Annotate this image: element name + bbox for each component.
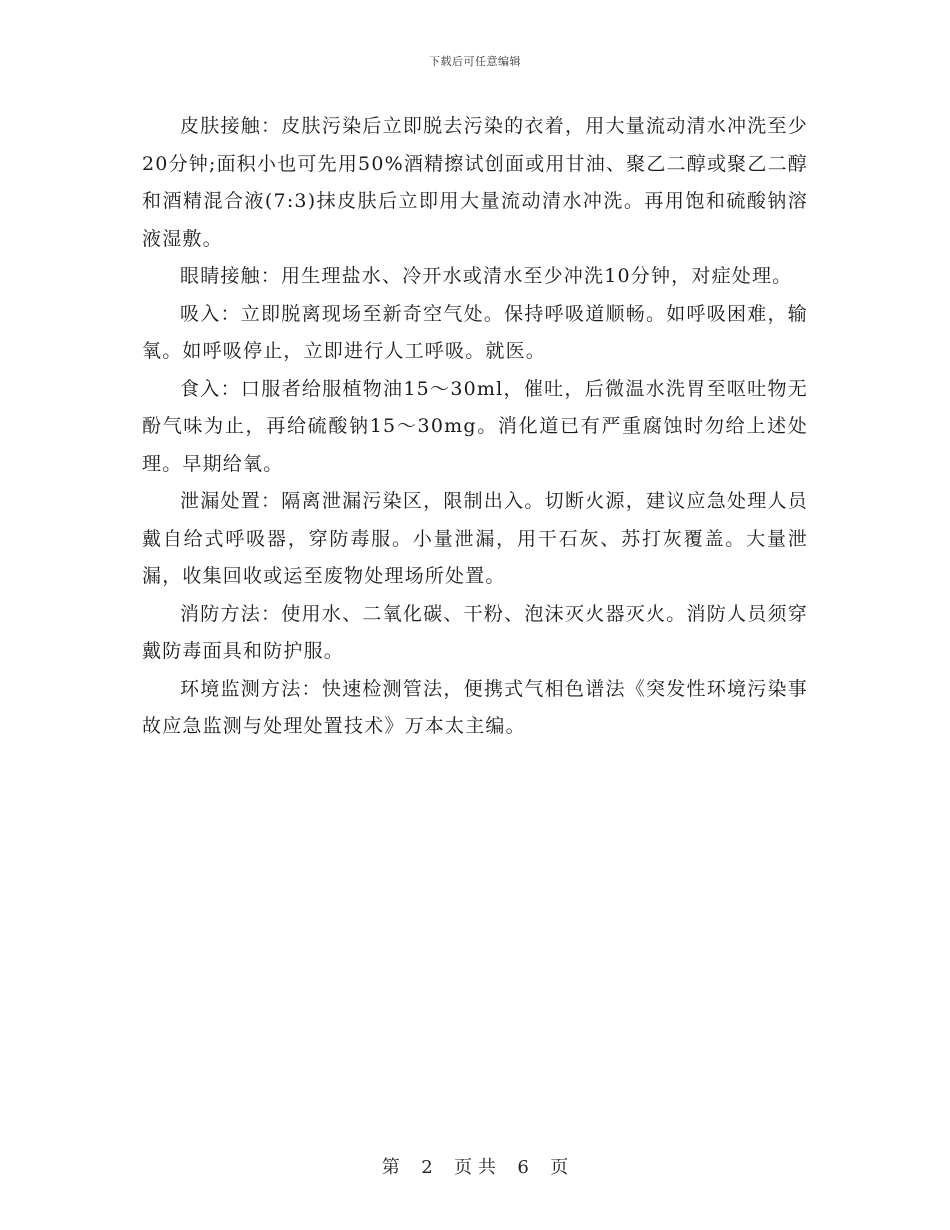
document-body bbox=[142, 108, 808, 746]
footer-middle: 页 共 bbox=[454, 1157, 496, 1178]
paragraph-leak-handling: 泄漏处置：隔离泄漏污染区，限制出入。切断火源，建议应急处理人员戴自给式呼吸器，穿防毒服。小量泄漏，用干石灰、苏打灰覆盖。大量泄漏，收集回收或运至废物处理场所处置。 bbox=[142, 490, 808, 587]
paragraph-eye-contact: 眼睛接触：用生理盐水、冷开水或清水至少冲洗10分钟，对症处理。 bbox=[180, 265, 793, 287]
footer-suffix: 页 bbox=[550, 1157, 569, 1178]
footer-page-current: 2 bbox=[421, 1157, 433, 1178]
paragraph-env-monitoring: 环境监测方法：快速检测管法，便携式气相色谱法《突发性环境污染事故应急监测与处理处置技术》万本太主编。 bbox=[142, 677, 808, 737]
page-header: 下载后可任意编辑 bbox=[429, 55, 521, 68]
paragraph-skin-contact: 皮肤接触：皮肤污染后立即脱去污染的衣着，用大量流动清水冲洗至少20分钟;面积小也可先用50%酒精擦试创面或用甘油、聚乙二醇或聚乙二醇和酒精混合液(7:3)抹皮肤后立即用大量流动清水冲洗。再用饱和硫酸钠溶液湿敷。 bbox=[142, 115, 808, 250]
footer-page-total: 6 bbox=[517, 1157, 529, 1178]
footer-prefix: 第 bbox=[381, 1157, 400, 1178]
paragraph-fire-fighting: 消防方法：使用水、二氧化碳、干粉、泡沫灭火器灭火。消防人员须穿戴防毒面具和防护服。 bbox=[142, 602, 808, 662]
paragraph-inhalation: 吸入：立即脱离现场至新奇空气处。保持呼吸道顺畅。如呼吸困难，输氧。如呼吸停止，立即进行人工呼吸。就医。 bbox=[142, 302, 808, 362]
page-footer bbox=[0, 1153, 950, 1179]
paragraph-ingestion: 食入：口服者给服植物油15～30ml，催吐，后微温水洗胃至呕吐物无酚气味为止，再给硫酸钠15～30mg。消化道已有严重腐蚀时勿给上述处理。早期给氧。 bbox=[142, 377, 808, 475]
